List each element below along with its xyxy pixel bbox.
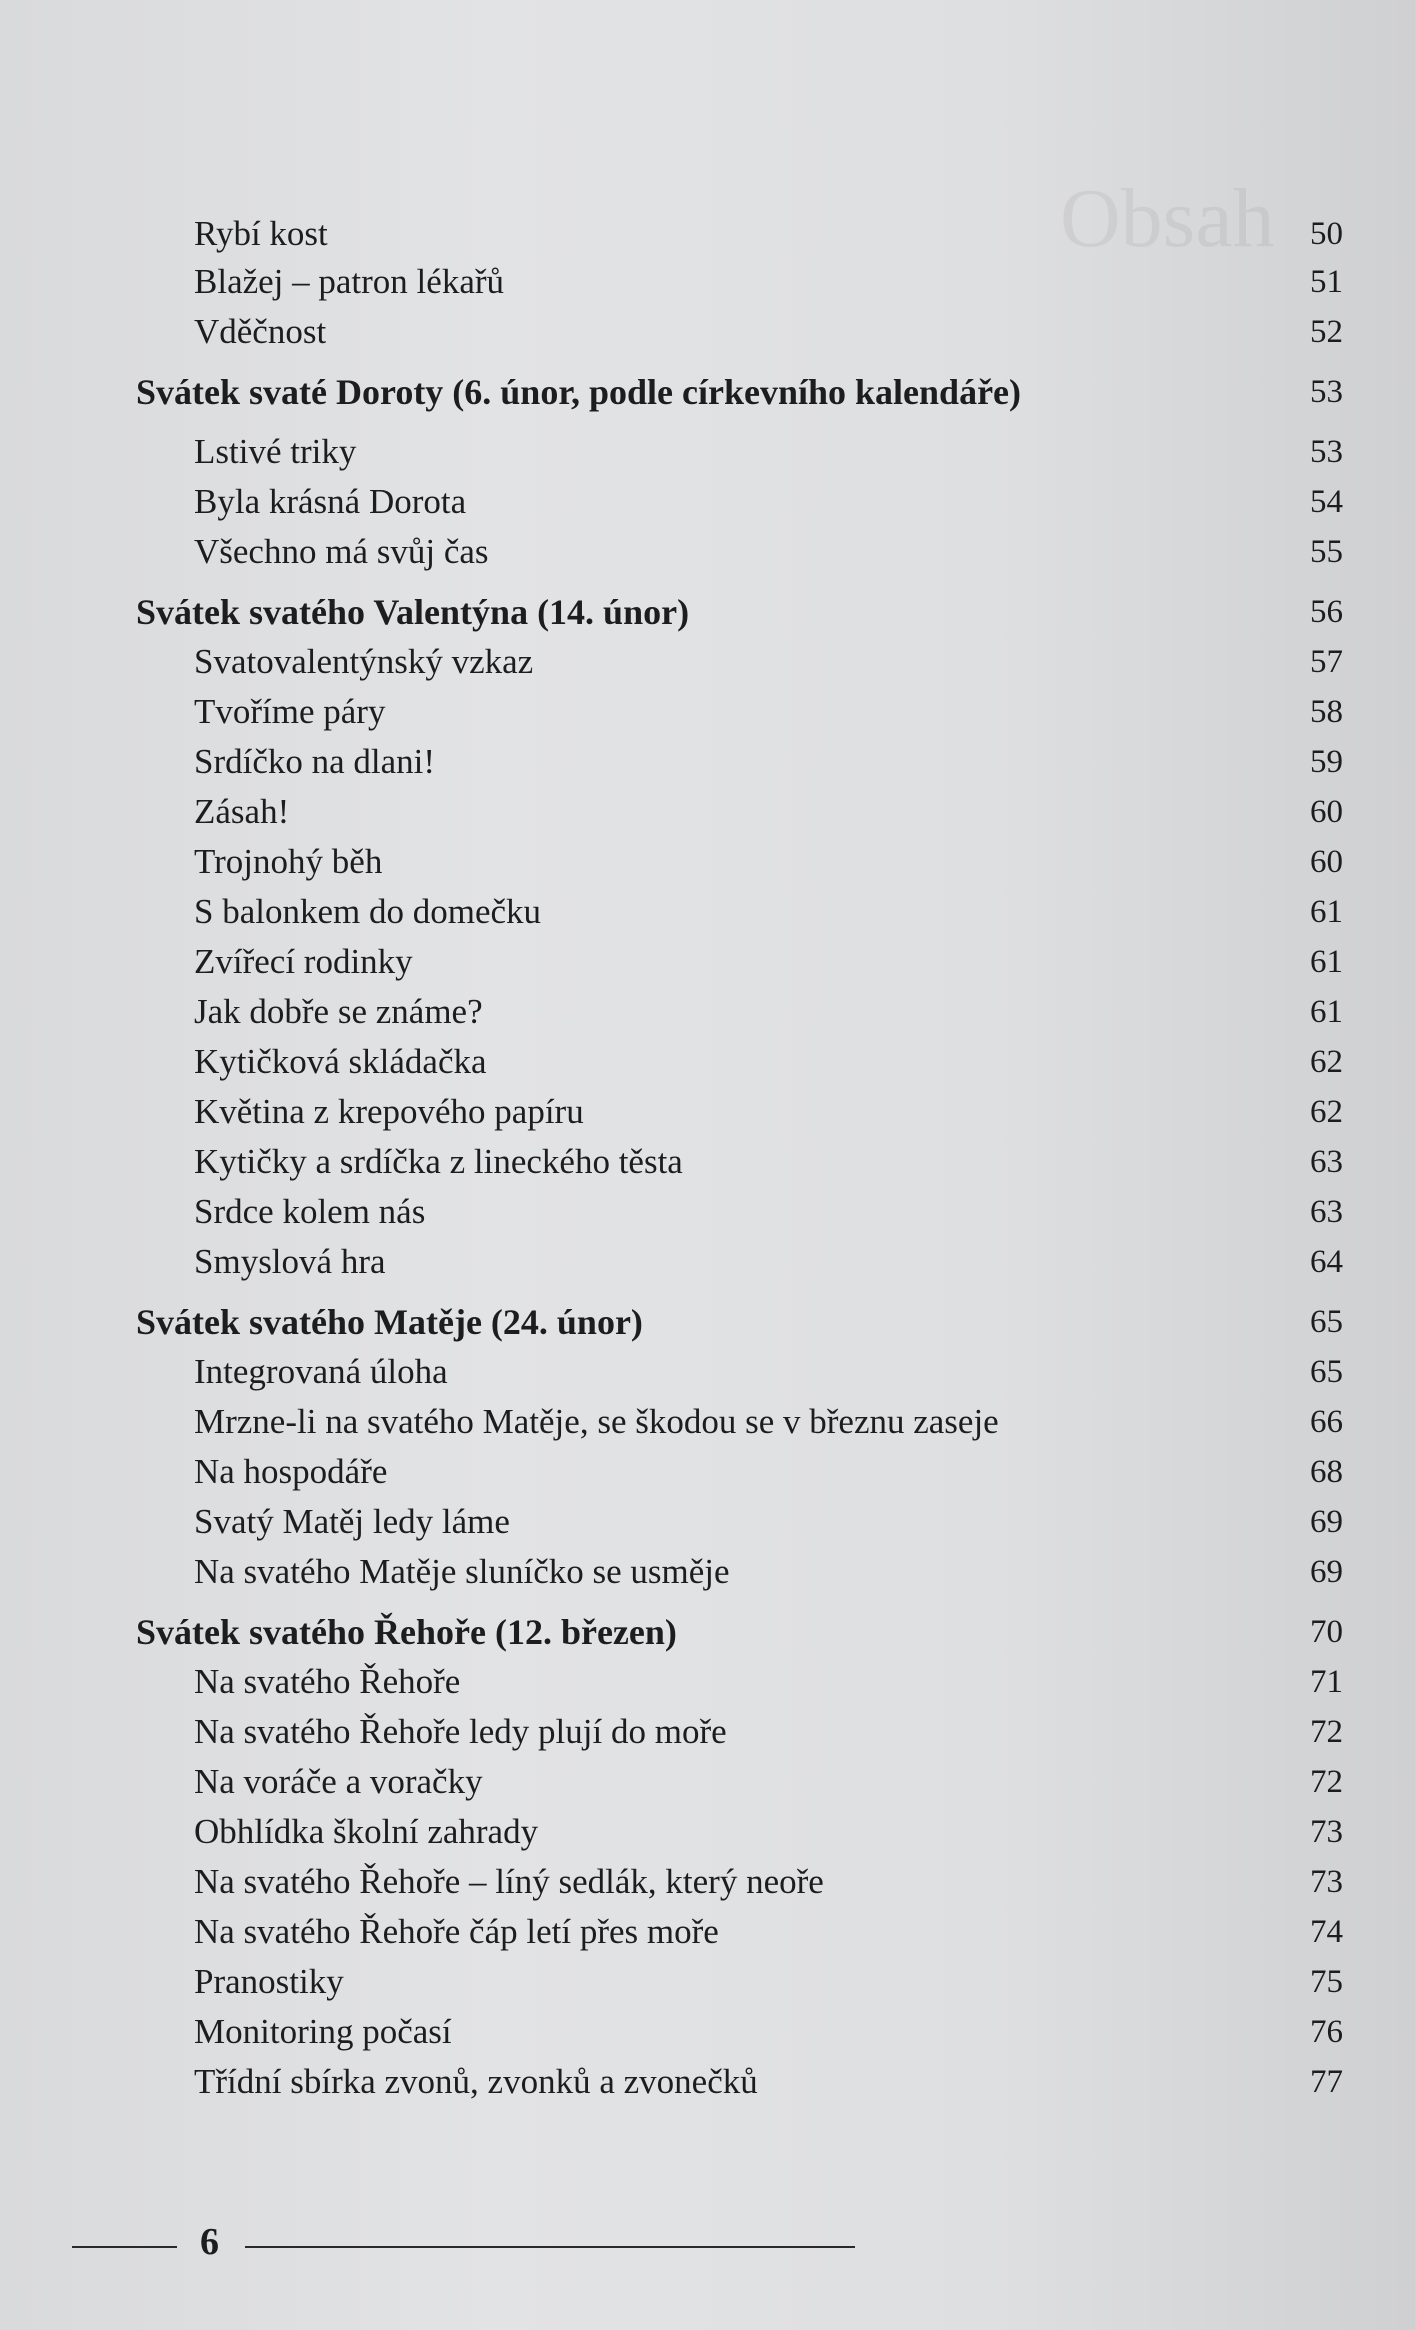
toc-entry-title: Obhlídka školní zahrady xyxy=(194,1812,539,1851)
toc-entry-title: Lstivé triky xyxy=(194,432,357,471)
toc-entry-page-number: 66 xyxy=(1310,1404,1343,1440)
toc-entry xyxy=(0,1858,1415,1906)
toc-entry-page-number: 53 xyxy=(1310,434,1343,470)
toc-entry-page-number: 52 xyxy=(1310,314,1343,350)
toc-entry-page-number: 73 xyxy=(1310,1864,1343,1900)
toc-entry-page-number: 61 xyxy=(1310,894,1343,930)
toc-entry-page-number: 63 xyxy=(1310,1194,1343,1230)
toc-entry-page-number: 60 xyxy=(1310,794,1343,830)
toc-entry-page-number: 54 xyxy=(1310,484,1343,520)
toc-entry xyxy=(0,838,1415,886)
toc-entry xyxy=(0,1038,1415,1086)
toc-entry-page-number: 55 xyxy=(1310,534,1343,570)
toc-entry-page-number: 72 xyxy=(1310,1764,1343,1800)
toc-entry xyxy=(0,258,1415,306)
toc-entry-page-number: 74 xyxy=(1310,1914,1343,1950)
toc-entry xyxy=(0,1708,1415,1756)
toc-entry-page-number: 75 xyxy=(1310,1964,1343,2000)
toc-entry-title: Květina z krepového papíru xyxy=(194,1092,584,1131)
toc-entry xyxy=(0,308,1415,356)
toc-entry-title: Na svatého Řehoře ledy plují do moře xyxy=(194,1712,727,1751)
toc-entry-page-number: 70 xyxy=(1310,1614,1343,1650)
toc-entry-page-number: 62 xyxy=(1310,1094,1343,1130)
toc-entry xyxy=(0,1758,1415,1806)
bleed-through-shadow: Obsah xyxy=(1060,172,1275,265)
toc-entry-title: Na svatého Řehoře – líný sedlák, který neoře xyxy=(194,1862,824,1901)
toc-entry-page-number: 51 xyxy=(1310,264,1343,300)
toc-entry-page-number: 63 xyxy=(1310,1144,1343,1180)
toc-entry xyxy=(0,478,1415,526)
toc-entry-page-number: 72 xyxy=(1310,1714,1343,1750)
toc-entry-title: Všechno má svůj čas xyxy=(194,532,489,571)
toc-entry xyxy=(0,688,1415,736)
toc-entry-page-number: 58 xyxy=(1310,694,1343,730)
toc-entry-page-number: 71 xyxy=(1310,1664,1343,1700)
toc-entry xyxy=(0,938,1415,986)
toc-entry-page-number: 59 xyxy=(1310,744,1343,780)
toc-entry xyxy=(0,2058,1415,2106)
toc-entry-title: Svátek svatého Matěje (24. únor) xyxy=(136,1302,643,1342)
toc-entry-title: Byla krásná Dorota xyxy=(194,482,467,521)
toc-entry-title: Vděčnost xyxy=(194,312,327,351)
toc-entry-title: Zásah! xyxy=(194,792,290,831)
toc-entry xyxy=(0,988,1415,1036)
toc-entry xyxy=(0,1498,1415,1546)
toc-entry-title: Rybí kost xyxy=(194,214,328,253)
toc-entry-title: Trojnohý běh xyxy=(194,842,383,881)
toc-entry-title: Svatý Matěj ledy láme xyxy=(194,1502,510,1541)
toc-entry-title: Na svatého Řehoře čáp letí přes moře xyxy=(194,1912,719,1951)
toc-entry-page-number: 76 xyxy=(1310,2014,1343,2050)
toc-entry xyxy=(0,638,1415,686)
toc-entry xyxy=(0,888,1415,936)
toc-entry-title: Srdce kolem nás xyxy=(194,1192,426,1231)
toc-entry-page-number: 64 xyxy=(1310,1244,1343,1280)
toc-section-heading xyxy=(0,1608,1415,1656)
toc-entry-title: Na svatého Matěje sluníčko se usměje xyxy=(194,1552,730,1591)
toc-entry-page-number: 60 xyxy=(1310,844,1343,880)
toc-entry-title: Na hospodáře xyxy=(194,1452,388,1491)
toc-entry-title: Svátek svatého Valentýna (14. únor) xyxy=(136,592,690,632)
toc-entry xyxy=(0,738,1415,786)
toc-section-heading xyxy=(0,368,1415,416)
toc-entry-title: Pranostiky xyxy=(194,1962,344,2001)
toc-entry-page-number: 53 xyxy=(1310,374,1343,410)
toc-entry xyxy=(0,1908,1415,1956)
toc-entry xyxy=(0,210,1415,258)
toc-entry-title: Blažej – patron lékařů xyxy=(194,262,505,301)
toc-entry-page-number: 69 xyxy=(1310,1504,1343,1540)
toc-entry-title: Tvoříme páry xyxy=(194,692,386,731)
toc-entry-page-number: 73 xyxy=(1310,1814,1343,1850)
toc-entry-title: Srdíčko na dlani! xyxy=(194,742,436,781)
footer-page-number: 6 xyxy=(200,2221,219,2263)
toc-entry xyxy=(0,1188,1415,1236)
toc-entry-page-number: 61 xyxy=(1310,944,1343,980)
footer-rule-left xyxy=(72,2246,177,2248)
toc-entry xyxy=(0,1548,1415,1596)
toc-entry xyxy=(0,788,1415,836)
toc-entry-title: Mrzne-li na svatého Matěje, se škodou se v březnu zaseje xyxy=(194,1402,999,1441)
toc-entry-title: S balonkem do domečku xyxy=(194,892,542,931)
toc-entry-title: Integrovaná úloha xyxy=(194,1352,448,1391)
toc-entry xyxy=(0,428,1415,476)
toc-entry xyxy=(0,1658,1415,1706)
toc-entry-page-number: 62 xyxy=(1310,1044,1343,1080)
toc-entry-page-number: 77 xyxy=(1310,2064,1343,2100)
toc-entry-title: Svátek svatého Řehoře (12. březen) xyxy=(136,1612,677,1652)
toc-entry-title: Na voráče a voračky xyxy=(194,1762,483,1801)
footer-rule-right xyxy=(245,2246,855,2248)
toc-entry-title: Smyslová hra xyxy=(194,1242,386,1281)
toc-entry-title: Třídní sbírka zvonů, zvonků a zvonečků xyxy=(194,2062,758,2101)
toc-entry-title: Monitoring počasí xyxy=(194,2012,452,2051)
toc-entry-page-number: 68 xyxy=(1310,1454,1343,1490)
toc-entry xyxy=(0,528,1415,576)
toc-entry xyxy=(0,2008,1415,2056)
toc-entry-title: Kytičky a srdíčka z lineckého těsta xyxy=(194,1142,683,1181)
toc-entry-page-number: 69 xyxy=(1310,1554,1343,1590)
toc-entry-page-number: 65 xyxy=(1310,1304,1343,1340)
toc-section-heading xyxy=(0,588,1415,636)
toc-entry xyxy=(0,1958,1415,2006)
toc-entry-page-number: 50 xyxy=(1310,216,1343,252)
toc-entry-title: Jak dobře se známe? xyxy=(194,992,483,1031)
toc-entry xyxy=(0,1348,1415,1396)
toc-entry-title: Svatovalentýnský vzkaz xyxy=(194,642,534,681)
toc-entry-title: Kytičková skládačka xyxy=(194,1042,487,1081)
toc-entry-page-number: 56 xyxy=(1310,594,1343,630)
toc-section-heading xyxy=(0,1298,1415,1346)
toc-entry xyxy=(0,1088,1415,1136)
toc-entry xyxy=(0,1398,1415,1446)
toc-entry-page-number: 65 xyxy=(1310,1354,1343,1390)
toc-entry xyxy=(0,1808,1415,1856)
toc-entry-page-number: 57 xyxy=(1310,644,1343,680)
toc-entry-title: Svátek svaté Doroty (6. únor, podle církevního kalendáře) xyxy=(136,372,1022,412)
toc-entry-title: Na svatého Řehoře xyxy=(194,1662,461,1701)
toc-entry xyxy=(0,1138,1415,1186)
toc-entry xyxy=(0,1448,1415,1496)
toc-entry-title: Zvířecí rodinky xyxy=(194,942,413,981)
toc-entry-page-number: 61 xyxy=(1310,994,1343,1030)
toc-entry xyxy=(0,1238,1415,1286)
